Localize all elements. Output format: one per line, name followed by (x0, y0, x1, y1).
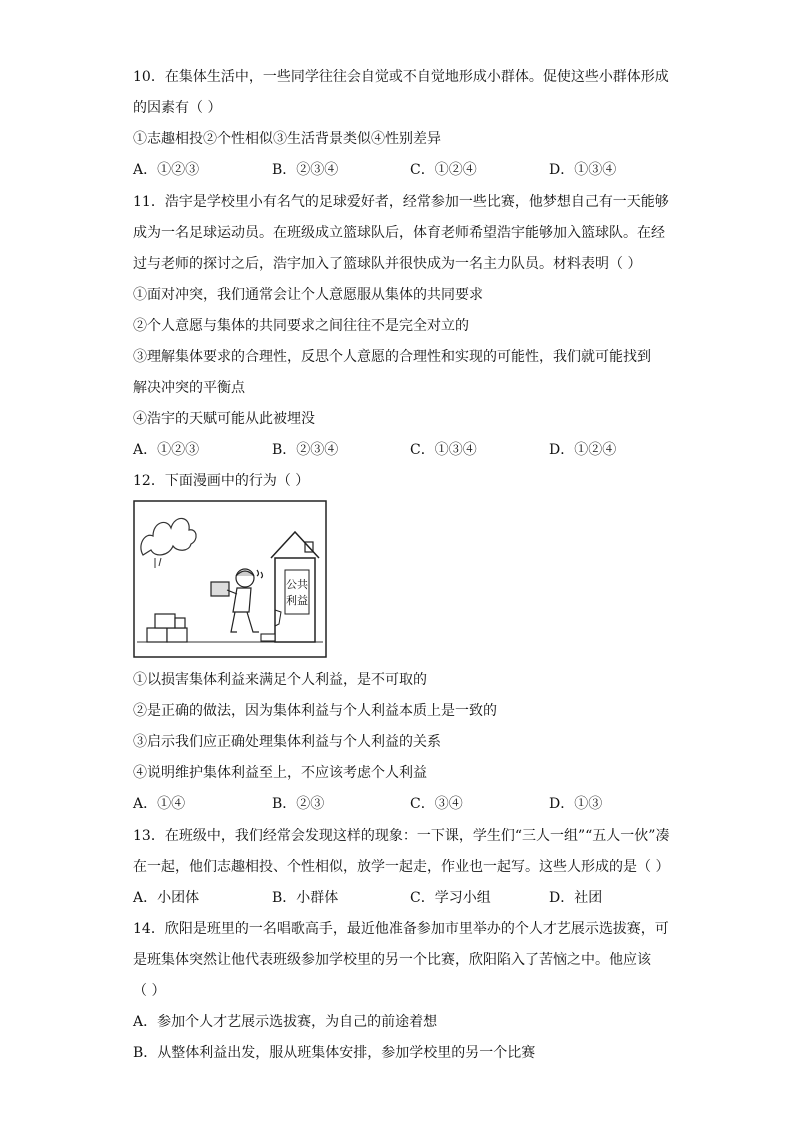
q10-stem-line2: 的因素有（ ） (133, 100, 222, 116)
q12-option-d[interactable]: D．①③ (549, 796, 603, 812)
q13-option-a[interactable]: A．小团体 (133, 890, 200, 906)
q11-item-3-line1: ③理解集体要求的合理性，反思个人意愿的合理性和实现的可能性，我们就可能找到 (133, 349, 651, 365)
q12-item-2: ②是正确的做法，因为集体利益与个人利益本质上是一致的 (133, 703, 497, 719)
q12-item-4: ④说明维护集体利益至上，不应该考虑个人利益 (133, 765, 427, 781)
q12-stem: 12．下面漫画中的行为（ ） (133, 473, 310, 489)
q14-stem-line3: （ ） (133, 983, 166, 999)
q10-option-a[interactable]: A．①②③ (133, 162, 200, 178)
q11-item-4: ④浩宇的天赋可能从此被埋没 (133, 411, 315, 427)
q14-stem-line2: 是班集体突然让他代表班级参加学校里的另一个比赛，欣阳陷入了苦恼之中。他应该 (133, 952, 651, 968)
q13-option-c[interactable]: C．学习小组 (410, 890, 491, 906)
sign-line2: 利益 (286, 594, 308, 607)
q11-item-2: ②个人意愿与集体的共同要求之间往往不是完全对立的 (133, 318, 469, 334)
q10-option-c[interactable]: C．①②④ (410, 162, 477, 178)
q10-option-b[interactable]: B．②③④ (272, 162, 339, 178)
cartoon-illustration (133, 500, 327, 658)
q11-option-a[interactable]: A．①②③ (133, 442, 200, 458)
q12-option-a[interactable]: A．①④ (133, 796, 186, 812)
q10-items: ①志趣相投②个性相似③生活背景类似④性别差异 (133, 131, 441, 147)
q10-option-d[interactable]: D．①③④ (549, 162, 617, 178)
q12-item-1: ①以损害集体利益来满足个人利益，是不可取的 (133, 672, 427, 688)
q14-option-a[interactable]: A．参加个人才艺展示选拔赛，为自己的前途着想 (133, 1014, 438, 1030)
q13-stem-line1: 13．在班级中，我们经常会发现这样的现象：一下课，学生们“三人一组”“五人一伙”凑 (133, 828, 670, 844)
q11-item-3-line2: 解决冲突的平衡点 (133, 380, 245, 396)
q11-stem-line2: 成为一名足球运动员。在班级成立篮球队后，体育老师希望浩宇能够加入篮球队。在经 (133, 225, 665, 241)
q13-option-b[interactable]: B．小群体 (272, 890, 339, 906)
q13-stem-line2: 在一起，他们志趣相投、个性相似，放学一起走，作业也一起写。这些人形成的是（ ） (133, 859, 670, 875)
q10-stem-line1: 10．在集体生活中，一些同学往往会自觉或不自觉地形成小群体。促使这些小群体形成 (133, 69, 669, 85)
q11-stem-line1: 11．浩宇是学校里小有名气的足球爱好者，经常参加一些比赛，他梦想自己有一天能够 (133, 194, 669, 210)
fallen-brick-icon (261, 634, 275, 641)
q11-option-c[interactable]: C．①③④ (410, 442, 477, 458)
q12-item-3: ③启示我们应正确处理集体利益与个人利益的关系 (133, 734, 441, 750)
sign-line1: 公共 (286, 578, 308, 591)
q11-item-1: ①面对冲突，我们通常会让个人意愿服从集体的共同要求 (133, 287, 483, 303)
q13-option-d[interactable]: D．社团 (549, 890, 603, 906)
q12-option-c[interactable]: C．③④ (410, 796, 463, 812)
q12-option-b[interactable]: B．②③ (272, 796, 325, 812)
q14-stem-line1: 14．欣阳是班里的一名唱歌高手，最近他准备参加市里举办的个人才艺展示选拔赛，可 (133, 921, 669, 937)
q14-option-b[interactable]: B．从整体利益出发，服从班集体安排，参加学校里的另一个比赛 (133, 1045, 536, 1061)
q11-option-b[interactable]: B．②③④ (272, 442, 339, 458)
q11-option-d[interactable]: D．①②④ (549, 442, 617, 458)
q11-stem-line3: 过与老师的探讨之后，浩宇加入了篮球队并很快成为一名主力队员。材料表明（ ） (133, 256, 642, 272)
